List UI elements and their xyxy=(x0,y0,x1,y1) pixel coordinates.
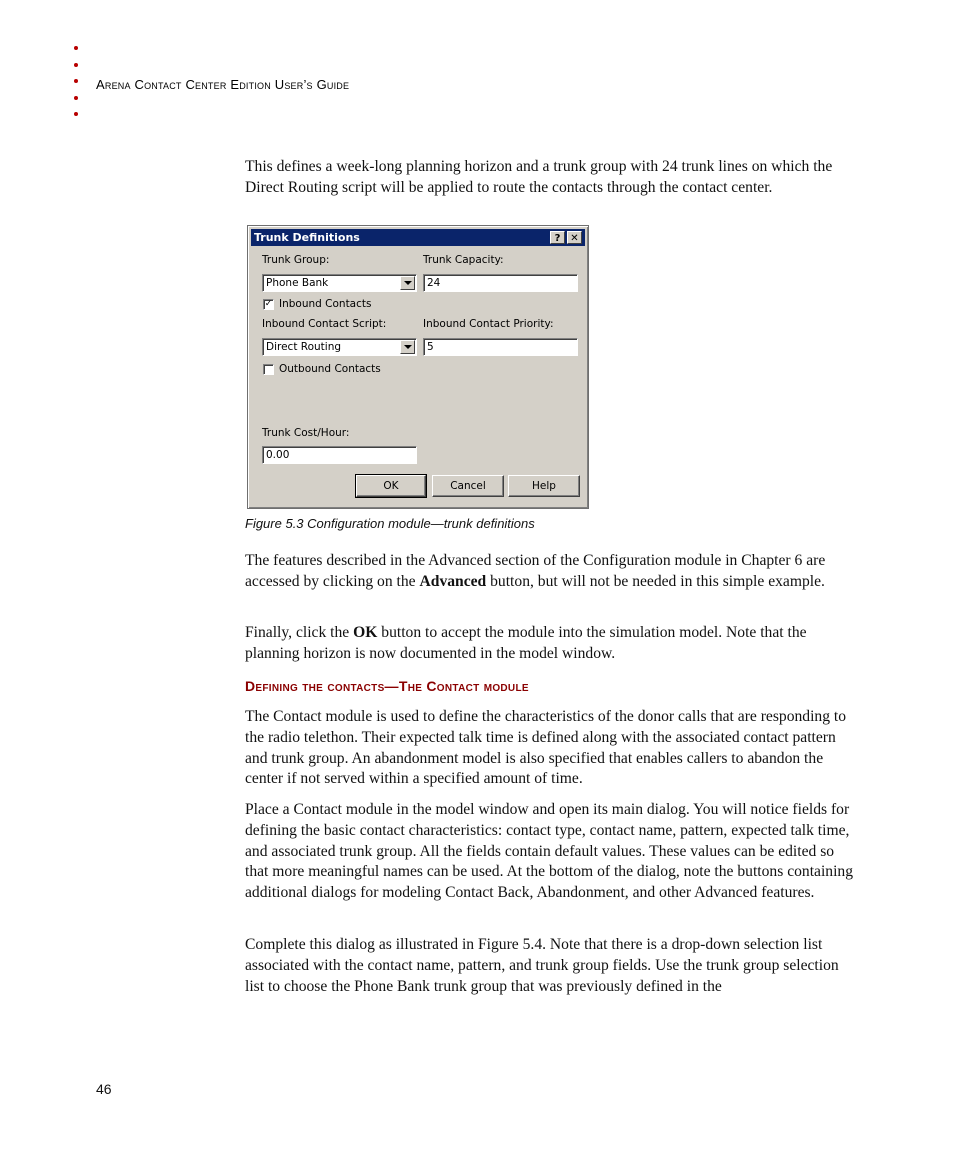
page-number: 46 xyxy=(96,1081,112,1097)
trunk-group-select[interactable] xyxy=(262,274,417,292)
figure-caption: Figure 5.3 Configuration module—trunk definitions xyxy=(245,516,535,531)
inbound-contacts-label: Inbound Contacts xyxy=(279,298,372,310)
contact-paragraph-1: The Contact module is used to define the characteristics of the donor calls that are responding to the radio telethon. Their expected talk time is defined along with the associated contact pattern and trunk group. An abandonment model is also specified that enables callers to abandon the center if not served within a specified amount of time. xyxy=(245,708,847,788)
inbound-priority-input[interactable]: 5 xyxy=(423,338,578,356)
contact-paragraph-2: Place a Contact module in the model window and open its main dialog. You will notice fields for defining the basic contact characteristics: contact type, contact name, pattern, expected talk time, and associated trunk group. All the fields contain default values. These values can be edited so that more meaningful names can be used. At the bottom of the dialog, note the buttons containing additional dialogs for modeling Contact Back, Abandonment, and other Advanced features. xyxy=(245,801,854,902)
contact-paragraph-3: Complete this dialog as illustrated in Figure 5.4. Note that there is a drop-down selection list associated with the contact name, pattern, and trunk group fields. Use the trunk group selection list to choose the Phone Bank trunk group that was previously defined in the xyxy=(245,936,839,995)
trunk-group-value: Phone Bank xyxy=(266,277,329,289)
running-header: Arena Contact Center Edition User’s Guide xyxy=(96,77,350,92)
bullet xyxy=(74,79,78,83)
dialog-title: Trunk Definitions xyxy=(254,231,360,244)
trunk-capacity-input[interactable]: 24 xyxy=(423,274,578,292)
inbound-script-value: Direct Routing xyxy=(266,341,342,353)
bullet xyxy=(74,112,78,116)
bullet xyxy=(74,96,78,100)
close-button[interactable]: ✕ xyxy=(567,231,582,244)
inbound-priority-label: Inbound Contact Priority: xyxy=(423,318,554,330)
check-icon: ✓ xyxy=(264,299,273,309)
advanced-paragraph: The features described in the Advanced section of the Configuration module in Chapter 6 are accessed by clicking on the Advanced button, but will not be needed in this simple example. xyxy=(245,552,826,590)
chevron-down-icon[interactable] xyxy=(400,340,415,354)
inbound-contacts-checkbox[interactable] xyxy=(263,299,274,310)
trunk-group-label: Trunk Group: xyxy=(262,254,330,266)
ok-button[interactable]: OK xyxy=(356,475,426,497)
outbound-contacts-label: Outbound Contacts xyxy=(279,363,381,375)
outbound-contacts-checkbox[interactable] xyxy=(263,364,274,375)
dialog-titlebar xyxy=(251,229,585,246)
help-button[interactable]: Help xyxy=(508,475,580,497)
intro-paragraph: This defines a week-long planning horizon and a trunk group with 24 trunk lines on which the Direct Routing script will be applied to route the contacts through the contact center. xyxy=(245,158,833,196)
help-question-button[interactable]: ? xyxy=(550,231,565,244)
cancel-button[interactable]: Cancel xyxy=(432,475,504,497)
ok-paragraph: Finally, click the OK button to accept the module into the simulation model. Note that the planning horizon is now documented in the model window. xyxy=(245,624,807,662)
inbound-script-select[interactable] xyxy=(262,338,417,356)
section-heading: Defining the contacts—The Contact module xyxy=(245,678,529,694)
chevron-down-icon[interactable] xyxy=(400,276,415,290)
trunk-cost-input[interactable]: 0.00 xyxy=(262,446,417,464)
trunk-definitions-dialog xyxy=(247,225,589,509)
trunk-capacity-label: Trunk Capacity: xyxy=(423,254,504,266)
inbound-script-label: Inbound Contact Script: xyxy=(262,318,387,330)
margin-bullets xyxy=(74,46,82,129)
bullet xyxy=(74,63,78,67)
trunk-cost-label: Trunk Cost/Hour: xyxy=(262,427,350,439)
bullet xyxy=(74,46,78,50)
